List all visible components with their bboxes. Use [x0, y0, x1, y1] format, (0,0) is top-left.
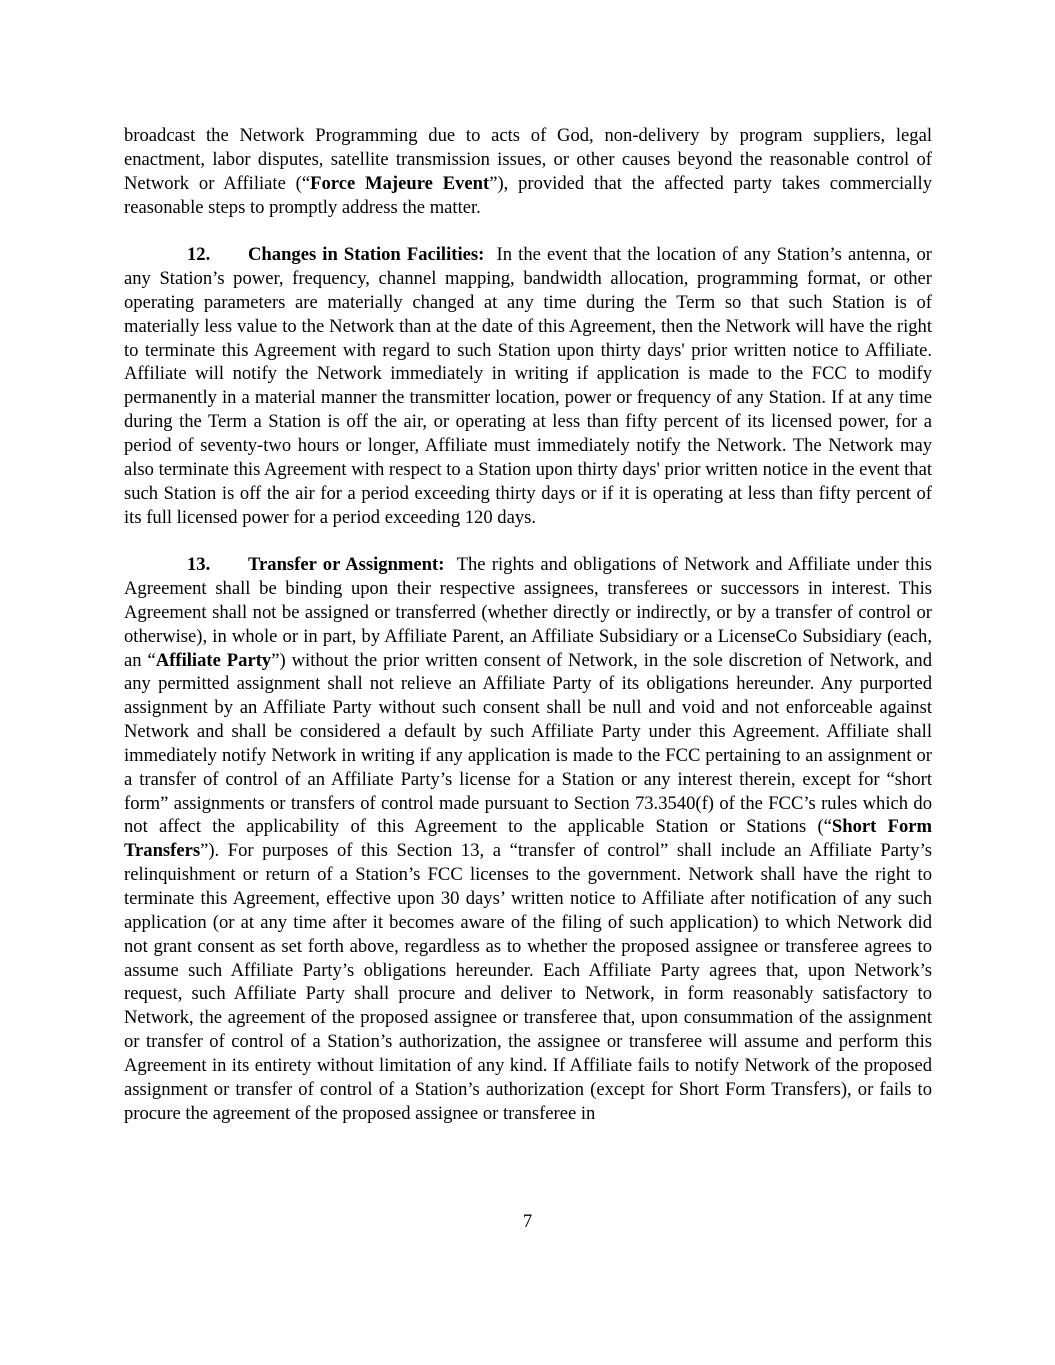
continuation-paragraph [124, 124, 932, 219]
page-number: 7 [522, 1211, 533, 1232]
section-12-paragraph [124, 243, 932, 529]
defined-term-short-form-transfers: Short Form Transfers [124, 816, 932, 862]
defined-term-affiliate-party: Affiliate Party [155, 649, 272, 671]
continuation-text-1: broadcast the Network Programming due to acts of God, non-delivery by program suppliers, legal enactment, labor disputes, satellite transmission issues, or other causes beyond the reasonable control of Network or Affiliate (“ [124, 125, 932, 194]
continuation-text-2: ”), provided that the affected party takes commercially reasonable steps to promptly address the matter. [124, 172, 932, 218]
section-13-body-1: The rights and obligations of Network and Affiliate under this Agreement shall be binding upon their respective assignees, transferees or successors in interest. This Agreement shall not be assigned or transferred (whether directly or indirectly, or by a transfer of control or otherwise), in whole or in part, by Affiliate Parent, an Affiliate Subsidiary or a LicenseCo Subsidiary (each, an “ [124, 554, 932, 671]
section-12-body: In the event that the location of any Station’s antenna, or any Station’s power, frequency, channel mapping, bandwidth allocation, programming format, or other operating parameters are materially changed at any time during the Term so that such Station is of materially less value to the Network than at the date of this Agreement, then the Network will have the right to terminate this Agreement with regard to such Station upon thirty days' prior written notice to Affiliate. Affiliate will notify the Network immediately in writing if application is made to the FCC to modify permanently in a material manner the transmitter location, power or frequency of any Station. If at any time during the Term a Station is off the air, or operating at less than fifty percent of its licensed power, for a period of seventy-two hours or longer, Affiliate must immediately notify the Network. The Network may also terminate this Agreement with respect to a Station upon thirty days' prior written notice in the event that such Station is off the air for a period exceeding thirty days or if it is operating at less than fifty percent of its full licensed power for a period exceeding 120 days. [124, 244, 933, 528]
document-page [124, 124, 932, 1149]
section-13-number: 13. [187, 554, 211, 576]
section-13-paragraph [124, 553, 932, 1125]
section-13-body-3: ”). For purposes of this Section 13, a “transfer of control” shall include an Affiliate Party’s relinquishment or return of a Station’s FCC licenses to the government. Network shall have the right to terminate this Agreement, effective upon 30 days’ written notice to Affiliate after notification of any such application (or at any time after it becomes aware of the filing of such application) to which Network did not grant consent as set forth above, regardless as to whether the proposed assignee or transferee agrees to assume such Affiliate Party’s obligations hereunder. Each Affiliate Party agrees that, upon Network’s request, such Affiliate Party shall procure and deliver to Network, in form reasonably satisfactory to Network, the agreement of the proposed assignee or transferee that, upon consummation of the assignment or transfer of control of a Station’s authorization, the assignee or transferee will assume and perform this Agreement in its entirety without limitation of any kind. If Affiliate fails to notify Network of the proposed assignment or transfer of control of a Station’s authorization (except for Short Form Transfers), or fails to procure the agreement of the proposed assignee or transferee in [124, 840, 932, 1124]
section-13-body-2: ”) without the prior written consent of Network, in the sole discretion of Network, and any permitted assignment shall not relieve an Affiliate Party of its obligations hereunder. Any purported assignment by an Affiliate Party without such consent shall be null and void and not enforceable against Network and shall be considered a default by such Affiliate Party under this Agreement. Affiliate shall immediately notify Network in writing if any application is made to the FCC pertaining to an assignment or a transfer of control of an Affiliate Party’s license for a Station or any interest therein, except for “short form” assignments or transfers of control made pursuant to Section 73.3540(f) of the FCC’s rules which do not affect the applicability of this Agreement to the applicable Station or Stations (“ [124, 649, 933, 838]
section-13-heading: Transfer or Assignment: [248, 554, 445, 576]
defined-term-force-majeure-event: Force Majeure Event [310, 172, 490, 194]
section-12-heading: Changes in Station Facilities: [248, 244, 485, 266]
section-12-number: 12. [187, 244, 211, 266]
